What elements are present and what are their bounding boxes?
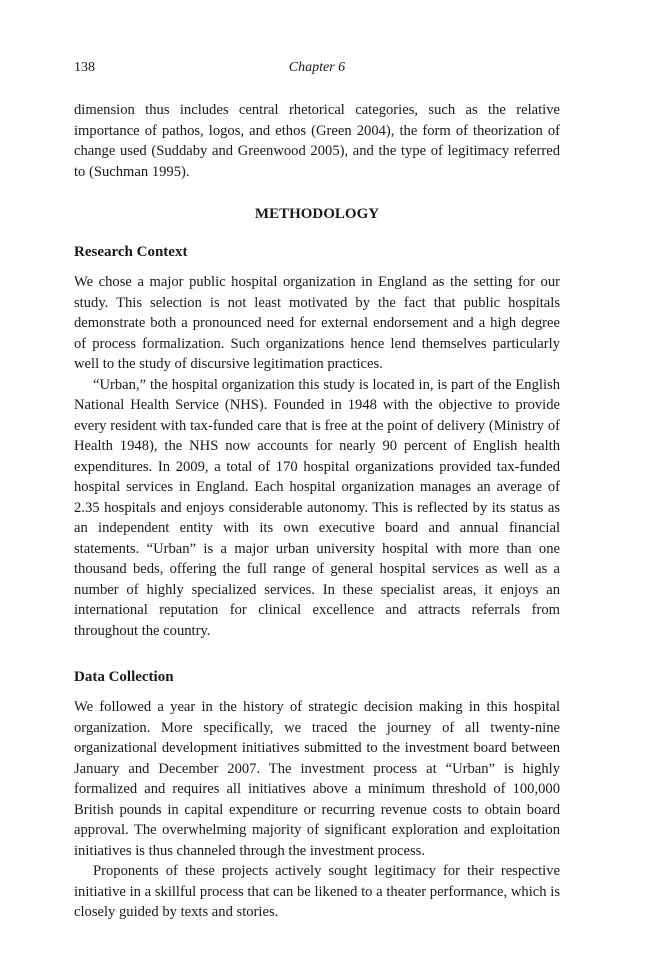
research-context-paragraph-2: “Urban,” the hospital organization this study is located in, is part of the English National Health Service (NHS). Founded in 1948 with the objective to provide every resident with tax-funded care that is free at the point of delivery (Ministry of Health 1948), the NHS now accounts for nearly 90 percent of English health expenditures. In 2009, a total of 170 hospital organizations provided tax-funded hospital services in England. Each hospital organization manages an average of 2.35 hospitals and enjoys considerable autonomy. This is reflected by its status as an independent entity with its own executive board and annual financial statements. “Urban” is a major urban university hospital with more than one thousand beds, offering the full range of general hospital services as well as a number of highly specialized services. In these specialist areas, it enjoys an international reputation for clinical excellence and attracts referrals from throughout the country. xyxy=(74,376,560,639)
methodology-heading: METHODOLOGY xyxy=(254,206,380,222)
research-context-heading: Research Context xyxy=(74,244,188,260)
book-page xyxy=(74,60,560,923)
intro-paragraph: dimension thus includes central rhetorical categories, such as the relative importance of pathos, logos, and ethos (Green 2004), the form of theorization of change used (Suddaby and Greenwood 2005), and the type of legitimacy referred to (Suchman 1995). xyxy=(74,102,560,180)
chapter-label: Chapter 6 xyxy=(288,60,346,75)
research-context-paragraph-1: We chose a major public hospital organization in England as the setting for our study. This selection is not least motivated by the fact that public hospitals demonstrate both a pronounced need for external endorsement and a high degree of process formalization. Such organizations hence lend themselves particularly well to the study of discursive legitimation practices. xyxy=(74,274,560,372)
data-collection-heading: Data Collection xyxy=(74,669,174,685)
running-head xyxy=(74,60,560,82)
data-collection-paragraph-2: Proponents of these projects actively sought legitimacy for their respective initiative in a skillful process that can be likened to a theater performance, which is closely guided by texts and stories. xyxy=(74,863,560,920)
data-collection-paragraph-1: We followed a year in the history of strategic decision making in this hospital organization. More specifically, we traced the journey of all twenty-nine organizational development initiatives submitted to the investment board between January and December 2007. The investment process at “Urban” is highly formalized and requires all initiatives above a minimum threshold of 100,000 British pounds in capital expenditure or recurring revenue costs to obtain board approval. The overwhelming majority of significant exploration and exploitation initiatives is thus channeled through the investment process. xyxy=(74,699,560,859)
page-number: 138 xyxy=(74,60,95,75)
